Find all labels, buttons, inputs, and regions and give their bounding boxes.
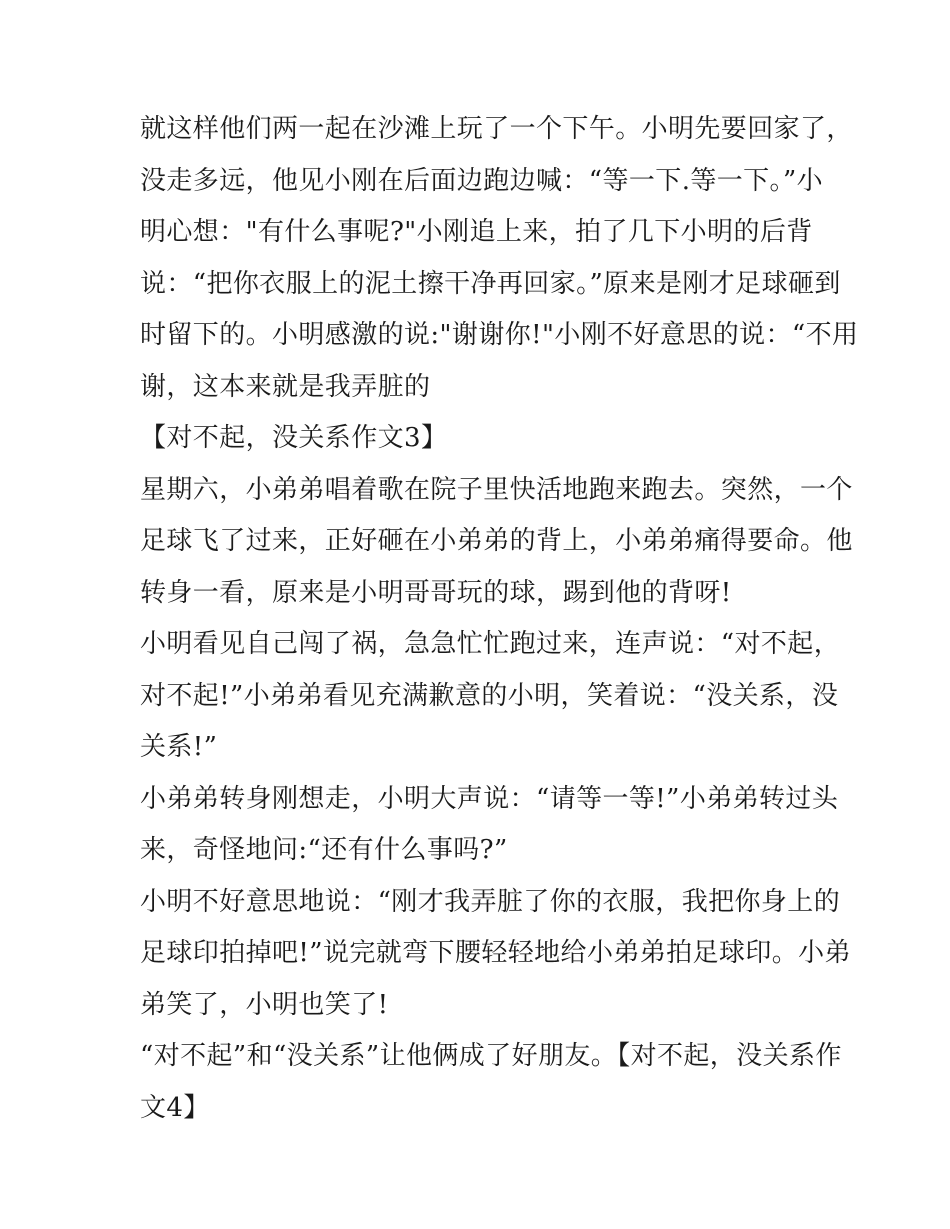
text-line: 明心想："有什么事呢?"小刚追上来，拍了几下小明的后背 [140,217,813,247]
text-line: 就这样他们两一起在沙滩上玩了一个下午。小明先要回家了， [140,114,853,144]
text-line: 谢，这本来就是我弄脏的 [140,371,431,402]
text-line: 没走多远，他见小刚在后面边跑边喊：“等一下.等一下。”小 [140,165,824,196]
section-heading: 【对不起，没关系作文3】 [140,423,448,453]
text-line: 小弟弟转身刚想走，小明大声说：“请等一等!”小弟弟转过头 [140,783,839,814]
text-line: 文4】 [140,1092,210,1123]
text-line: 时留下的。小明感激的说:"谢谢你!"小刚不好意思的说：“不用 [140,320,859,350]
document-body [140,104,859,1134]
text-line: 小明看见自己闯了祸，急急忙忙跑过来，连声说：“对不起， [140,629,841,659]
text-line: 小明不好意思地说：“刚才我弄脏了你的衣服，我把你身上的 [140,886,841,917]
text-line: 对不起!”小弟弟看见充满歉意的小明，笑着说：“没关系，没 [140,680,839,711]
text-line: 足球印拍掉吧!”说完就弯下腰轻轻地给小弟弟拍足球印。小弟 [140,938,851,968]
text-line: 弟笑了，小明也笑了! [140,989,389,1020]
text-line: 说：“把你衣服上的泥土擦干净再回家。”原来是刚才足球砸到 [140,268,841,299]
text-line: 来，奇怪地问:“还有什么事吗?” [140,835,508,865]
text-line: 转身一看，原来是小明哥哥玩的球，踢到他的背呀! [140,577,732,608]
text-line: 足球飞了过来，正好砸在小弟弟的背上，小弟弟痛得要命。他 [140,526,853,556]
text-line: 关系!” [140,732,218,762]
text-line: “对不起”和“没关系”让他俩成了好朋友。【对不起，没关系作 [140,1041,842,1071]
text-line: 星期六，小弟弟唱着歌在院子里快活地跑来跑去。突然，一个 [140,474,853,505]
